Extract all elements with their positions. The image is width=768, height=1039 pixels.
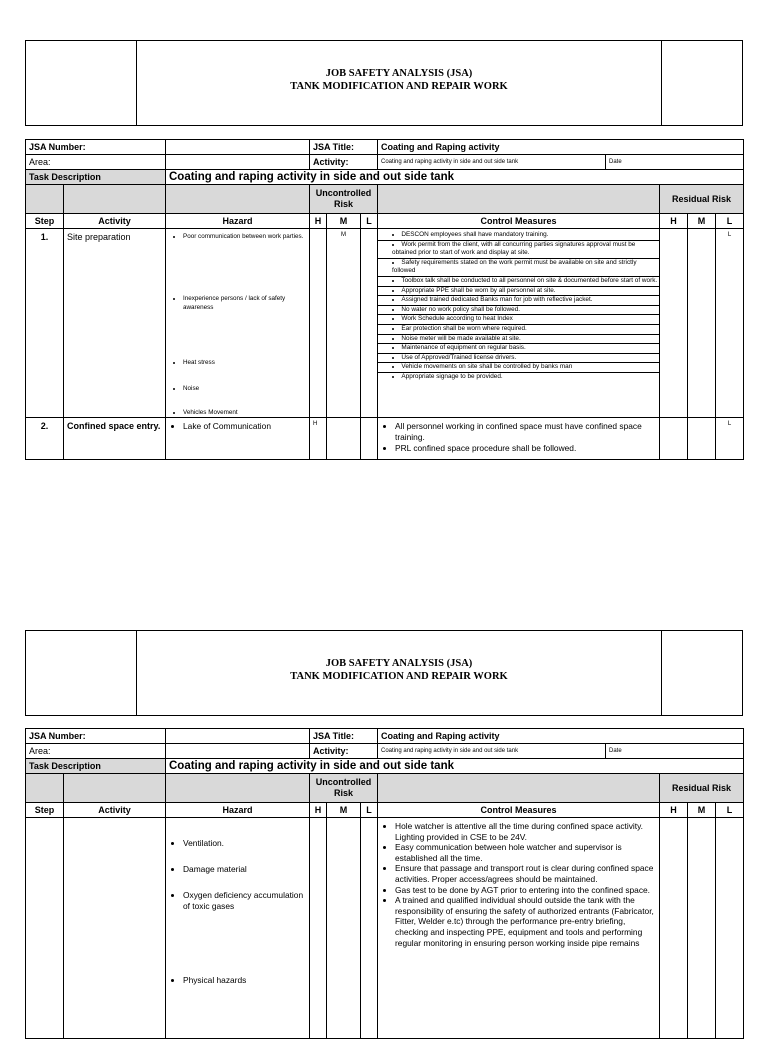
activity-label: Activity: [310, 744, 378, 759]
uncontrolled-l-cell [361, 818, 378, 1039]
hazard-item: • Damage material [183, 864, 306, 890]
control-item: • DESCON employees shall have mandatory training. [378, 231, 659, 241]
activity-cell: Site preparation [64, 229, 166, 418]
area-value [166, 744, 310, 759]
jsa-title-value: Coating and Raping activity [378, 729, 744, 744]
hazard-item: • Poor communication between work parties. [183, 232, 306, 294]
control-item: • PRL confined space procedure shall be followed. [395, 443, 656, 454]
residual-h-cell [660, 818, 688, 1039]
hazard-cell [166, 418, 310, 460]
step-number: 2. [26, 418, 64, 460]
activity-header: Activity [64, 803, 166, 818]
document-header [25, 630, 743, 716]
header-blank [166, 774, 310, 803]
residual-m-cell [688, 818, 716, 1039]
control-item: • Work permit from the client, with all concurring parties signatures approval must be obtained prior to start of work and display at site. [378, 241, 659, 259]
residual-m-header: M [688, 803, 716, 818]
header-blank [64, 774, 166, 803]
jsa-number-label: JSA Number: [26, 729, 166, 744]
task-description-label: Task Description [26, 759, 166, 774]
residual-l-cell: L [716, 229, 744, 418]
left-logo-box [26, 631, 137, 715]
control-item: • Maintenance of equipment on regular basis. [378, 344, 659, 354]
activity-cell: Confined space entry. [64, 418, 166, 460]
control-item: • Appropriate PPE shall be worn by all personnel at site. [378, 287, 659, 297]
residual-risk-header: Residual Risk [660, 774, 744, 803]
residual-l-header: L [716, 803, 744, 818]
residual-h-header: H [660, 214, 688, 229]
uncontrolled-l-header: L [361, 214, 378, 229]
residual-l-cell [716, 818, 744, 1039]
hazard-header: Hazard [166, 214, 310, 229]
document-title: JOB SAFETY ANALYSIS (JSA) TANK MODIFICATION AND REPAIR WORK [290, 68, 508, 92]
table-row [26, 418, 744, 460]
left-logo-box [26, 41, 137, 125]
jsa-info-table [25, 728, 744, 1039]
control-item: • A trained and qualified individual should outside the tank with the responsibility of ensuring the safety of authorized entrants (Fabricator, Fitter, Welder e.tc) through the performance pre-entry briefing, checking and inspecting PPE, equipment and tools and performing regular monitoring in ensuring person working inside pipe remains [395, 895, 656, 948]
uncontrolled-h-cell [310, 818, 327, 1039]
uncontrolled-h-cell [310, 229, 327, 418]
hazard-item: • Oxygen deficiency accumulation of toxic gases [183, 890, 306, 975]
step-header: Step [26, 803, 64, 818]
date-label: Date [606, 155, 744, 170]
right-logo-box [661, 631, 742, 715]
hazard-item: • Physical hazards [183, 975, 306, 986]
control-measures-header: Control Measures [378, 214, 660, 229]
activity-value: Coating and raping activity in side and out side tank [378, 155, 606, 170]
control-measures-cell [378, 818, 660, 1039]
header-blank [64, 185, 166, 214]
control-item: • Vehicle movements on site shall be controlled by banks man [378, 363, 659, 373]
control-item: • Safety requirements stated on the work permit must be available on site and strictly followed [378, 259, 659, 277]
header-blank [26, 185, 64, 214]
residual-h-cell [660, 418, 688, 460]
residual-m-cell [688, 229, 716, 418]
step-header: Step [26, 214, 64, 229]
control-item: • All personnel working in confined space must have confined space training. [395, 421, 656, 442]
area-label: Area: [26, 155, 166, 170]
jsa-number-label: JSA Number: [26, 140, 166, 155]
residual-l-header: L [716, 214, 744, 229]
document-title: JOB SAFETY ANALYSIS (JSA) TANK MODIFICATION AND REPAIR WORK [290, 658, 508, 682]
jsa-title-label: JSA Title: [310, 729, 378, 744]
header-blank [26, 774, 64, 803]
residual-risk-header: Residual Risk [660, 185, 744, 214]
residual-m-header: M [688, 214, 716, 229]
jsa-info-table [25, 139, 744, 460]
table-row [26, 818, 744, 1039]
step-number: 1. [26, 229, 64, 418]
uncontrolled-h-cell: H [310, 418, 327, 460]
residual-l-cell: L [716, 418, 744, 460]
uncontrolled-m-header: M [327, 214, 361, 229]
header-blank [166, 185, 310, 214]
control-item: • Gas test to be done by AGT prior to entering into the confined space. [395, 885, 656, 896]
date-label: Date [606, 744, 744, 759]
hazard-cell [166, 818, 310, 1039]
residual-h-header: H [660, 803, 688, 818]
right-logo-box [661, 41, 742, 125]
uncontrolled-l-header: L [361, 803, 378, 818]
activity-cell [64, 818, 166, 1039]
control-measures-cell [378, 229, 660, 418]
control-item: • Easy communication between hole watcher and supervisor is established all the time. [395, 842, 656, 863]
control-item: • Ear protection shall be worn where required. [378, 325, 659, 335]
hazard-item: • Noise [183, 384, 306, 408]
uncontrolled-m-cell [327, 818, 361, 1039]
area-value [166, 155, 310, 170]
control-item: • Ensure that passage and transport rout is clear during confined space activities. Proper access/agrees should be maintained. [395, 863, 656, 884]
control-item: • Work Schedule according to heat Index [378, 315, 659, 325]
jsa-title-label: JSA Title: [310, 140, 378, 155]
activity-value: Coating and raping activity in side and out side tank [378, 744, 606, 759]
activity-label: Activity: [310, 155, 378, 170]
control-item: • Assigned trained dedicated Banks man for job with reflective jacket. [378, 296, 659, 306]
hazard-item: • Heat stress [183, 358, 306, 384]
step-number [26, 818, 64, 1039]
residual-h-cell [660, 229, 688, 418]
header-blank [378, 774, 660, 803]
jsa-title-value: Coating and Raping activity [378, 140, 744, 155]
jsa-number-value [166, 140, 310, 155]
hazard-header: Hazard [166, 803, 310, 818]
document-header [25, 40, 743, 126]
table-row [26, 229, 744, 418]
activity-header: Activity [64, 214, 166, 229]
uncontrolled-m-header: M [327, 803, 361, 818]
uncontrolled-m-cell [327, 418, 361, 460]
hazard-item: • Lake of Communication [183, 421, 306, 432]
jsa-number-value [166, 729, 310, 744]
hazard-cell [166, 229, 310, 418]
area-label: Area: [26, 744, 166, 759]
control-item: • Appropriate signage to be provided. [378, 373, 659, 382]
uncontrolled-risk-header: Uncontrolled Risk [310, 774, 378, 803]
control-item: • No water no work policy shall be followed. [378, 306, 659, 316]
residual-m-cell [688, 418, 716, 460]
control-item: • Toolbox talk shall be conducted to all personnel on site & documented before start of work. [378, 277, 659, 287]
task-description-value: Coating and raping activity in side and out side tank [166, 170, 744, 185]
uncontrolled-l-cell [361, 418, 378, 460]
uncontrolled-l-cell [361, 229, 378, 418]
hazard-item: • Vehicles Movement [183, 408, 306, 417]
header-blank [378, 185, 660, 214]
control-item: • Use of Approved/Trained license drivers. [378, 354, 659, 364]
task-description-value: Coating and raping activity in side and out side tank [166, 759, 744, 774]
task-description-label: Task Description [26, 170, 166, 185]
control-measures-header: Control Measures [378, 803, 660, 818]
control-item: • Noise meter will be made available at site. [378, 335, 659, 345]
hazard-item: • Ventilation. [183, 838, 306, 864]
uncontrolled-h-header: H [310, 803, 327, 818]
uncontrolled-h-header: H [310, 214, 327, 229]
control-item: • Hole watcher is attentive all the time during confined space activity. Lighting provided in CSE to be 24V. [395, 821, 656, 842]
uncontrolled-m-cell: M [327, 229, 361, 418]
control-measures-cell [378, 418, 660, 460]
hazard-item: • Inexperience persons / lack of safety awareness [183, 294, 306, 358]
uncontrolled-risk-header: Uncontrolled Risk [310, 185, 378, 214]
